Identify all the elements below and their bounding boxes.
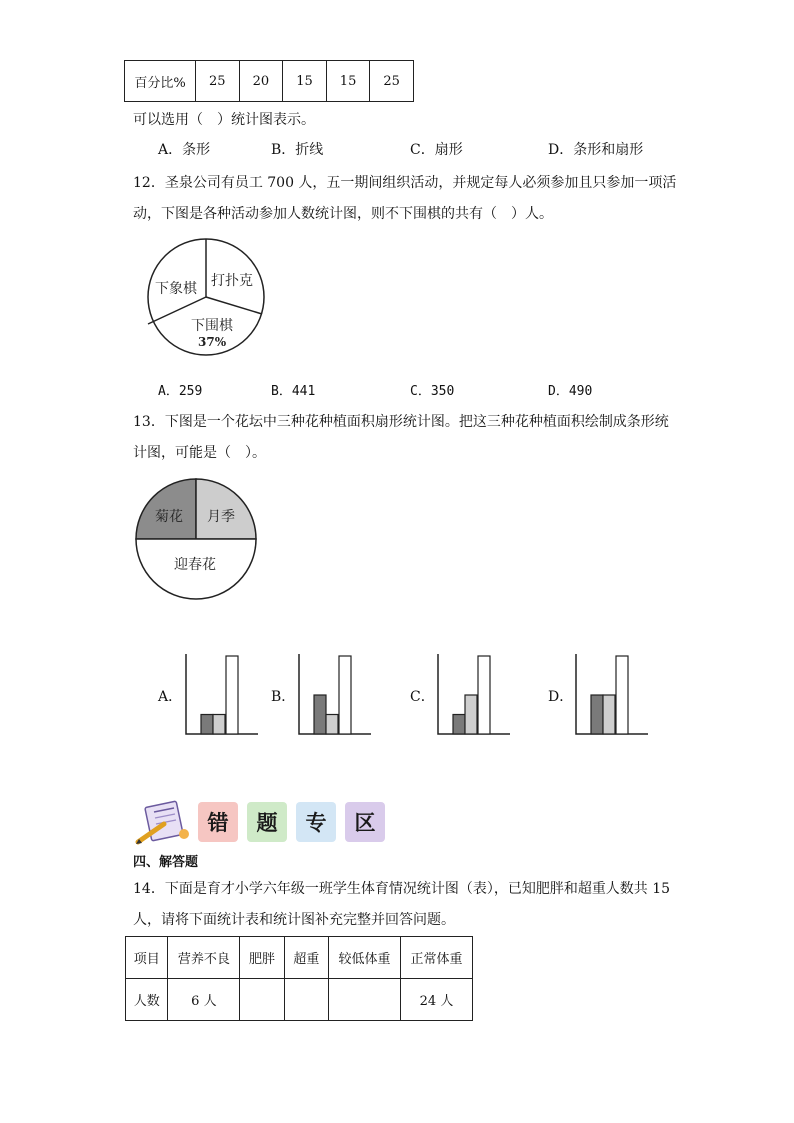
q13-option-bar-chart[interactable] xyxy=(184,652,262,740)
bar xyxy=(616,656,628,734)
q14-header-cell: 项目 xyxy=(126,937,168,979)
q12-question-line2: 动，下图是各种活动参加人数统计图，则不下围棋的共有（ ）人。 xyxy=(133,206,553,222)
q14-header-cell: 肥胖 xyxy=(240,937,284,979)
bar xyxy=(453,715,465,735)
q14-header-cell: 超重 xyxy=(284,937,328,979)
q14-header-cell: 营养不良 xyxy=(168,937,240,979)
bar xyxy=(603,695,615,734)
q14-header-cell: 较低体重 xyxy=(329,937,401,979)
bar xyxy=(226,656,238,734)
q14-cell-normal[interactable]: 24 人 xyxy=(401,979,473,1021)
bar xyxy=(314,695,326,734)
q13-option-label[interactable]: C． xyxy=(410,689,435,705)
q12-pie-label-go-percent: 37% xyxy=(198,335,227,349)
q13-pie-label-rose: 月季 xyxy=(207,509,235,525)
q12-option-b[interactable]: B．441 xyxy=(271,384,316,399)
q14-stats-table xyxy=(125,936,473,1021)
bar xyxy=(213,715,225,735)
q14-cell-obese[interactable] xyxy=(240,979,284,1021)
q13-option-label[interactable]: D． xyxy=(548,689,574,705)
q13-question-line1: 13．下图是一个花坛中三种花种植面积扇形统计图。把这三种花种植面积绘制成条形统 xyxy=(133,414,669,430)
q14-row-label: 人数 xyxy=(126,979,168,1021)
q12-question-line1: 12．圣泉公司有员工 700 人，五一期间组织活动，并规定每人必须参加且只参加一项活 xyxy=(133,175,677,191)
q11-table-cell: 20 xyxy=(239,61,283,102)
q12-pie-chart xyxy=(140,236,270,360)
banner-tile-ti: 题 xyxy=(247,802,287,842)
q12-option-a[interactable]: A．259 xyxy=(158,384,203,399)
q12-option-d[interactable]: D．490 xyxy=(548,384,593,399)
bar xyxy=(326,715,338,735)
q11-option-c[interactable]: C．扇形 xyxy=(410,142,463,158)
bar xyxy=(591,695,603,734)
q13-option-bar-chart[interactable] xyxy=(297,652,375,740)
q11-option-b[interactable]: B．折线 xyxy=(271,142,324,158)
q14-cell-malnutrition[interactable]: 6 人 xyxy=(168,979,240,1021)
q14-cell-underweight[interactable] xyxy=(329,979,401,1021)
section-heading: 四、解答题 xyxy=(133,855,199,870)
q12-pie-label-cards: 打扑克 xyxy=(211,273,253,289)
q12-pie-label-chess: 下象棋 xyxy=(155,281,197,297)
q11-percent-table xyxy=(124,60,414,102)
q11-option-d[interactable]: D．条形和扇形 xyxy=(548,142,644,158)
q14-cell-overweight[interactable] xyxy=(284,979,328,1021)
q14-question-line1: 14．下面是育才小学六年级一班学生体育情况统计图（表），已知肥胖和超重人数共 15 xyxy=(133,881,671,897)
q12-option-c[interactable]: C．350 xyxy=(410,384,455,399)
q11-table-cell: 25 xyxy=(370,61,414,102)
bar xyxy=(478,656,490,734)
pencil-notebook-icon xyxy=(134,800,192,846)
bar xyxy=(465,695,477,734)
q12-pie-label-go: 下围棋 xyxy=(191,318,233,334)
q11-prompt: 可以选用（ ）统计图表示。 xyxy=(133,112,315,128)
q13-option-bar-chart[interactable] xyxy=(436,652,514,740)
q14-header-cell: 正常体重 xyxy=(401,937,473,979)
banner-tile-cuo: 错 xyxy=(198,802,238,842)
q13-option-label[interactable]: A． xyxy=(158,689,183,705)
banner-tile-zhuan: 专 xyxy=(296,802,336,842)
q11-table-header: 百分比% xyxy=(125,61,196,102)
q11-table-cell: 15 xyxy=(326,61,370,102)
banner-tile-qu: 区 xyxy=(345,802,385,842)
q13-option-bar-chart[interactable] xyxy=(574,652,652,740)
q11-table-cell: 25 xyxy=(196,61,240,102)
q13-pie-label-chrysanthemum: 菊花 xyxy=(155,509,183,525)
q13-pie-chart xyxy=(133,477,259,601)
q13-option-label[interactable]: B． xyxy=(271,689,296,705)
bar xyxy=(201,715,213,735)
q14-question-line2: 人，请将下面统计表和统计图补充完整并回答问题。 xyxy=(133,912,455,928)
q13-question-line2: 计图，可能是（ ）。 xyxy=(133,445,266,461)
bar xyxy=(339,656,351,734)
q11-option-a[interactable]: A．条形 xyxy=(158,142,211,158)
q13-pie-label-jasmine: 迎春花 xyxy=(174,557,216,573)
q11-table-cell: 15 xyxy=(283,61,327,102)
